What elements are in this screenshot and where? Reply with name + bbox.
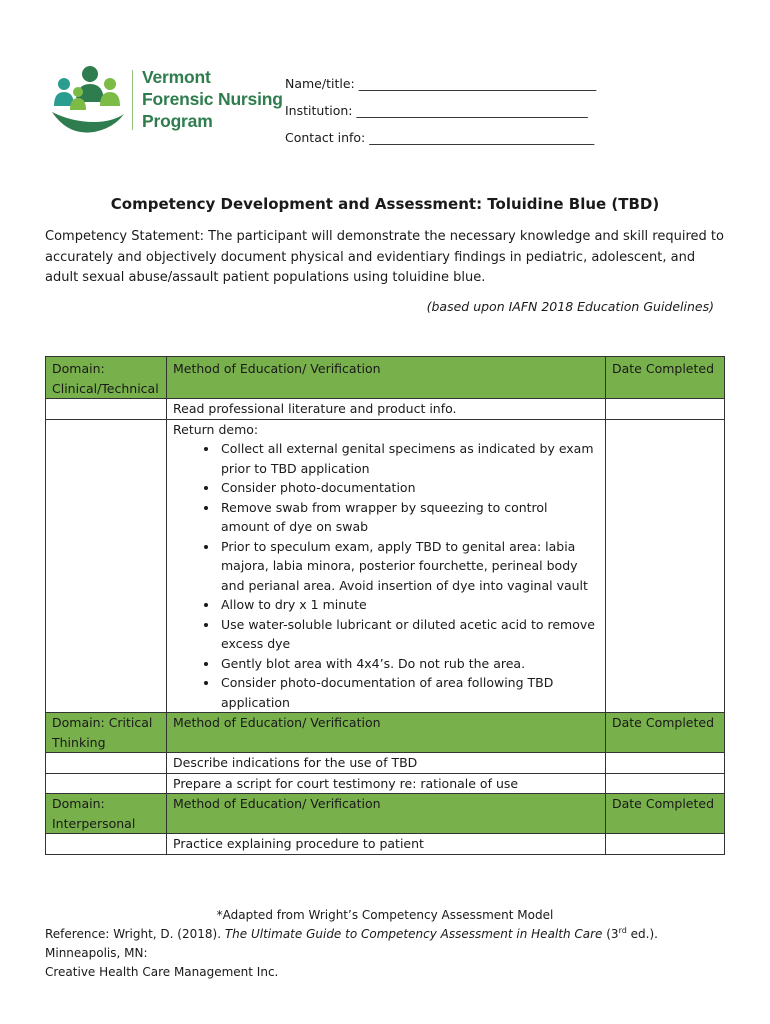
footer	[45, 906, 725, 982]
logo-figure-head	[73, 87, 83, 97]
list-item: • Prior to speculum exam, apply TBD to genital area: labia majora, labia minora, posterior fourchette, perineal body and perianal area. Avoid insertion of dye into vaginal vault	[219, 537, 599, 596]
logo-divider	[132, 70, 133, 130]
date-header: Date Completed	[606, 794, 725, 834]
empty-cell	[46, 834, 167, 855]
reference-edition-close: ed.). Minneapolis, MN:	[45, 927, 658, 960]
contact-fields	[285, 76, 596, 157]
reference-title: The Ultimate Guide to Competency Assessment in Health Care	[224, 927, 603, 941]
method-header: Method of Education/ Verification	[167, 357, 606, 399]
empty-cell	[46, 419, 167, 713]
empty-cell	[46, 753, 167, 774]
method-item: Read professional literature and product info.	[167, 399, 606, 420]
reference-edition-sup: rd	[618, 926, 627, 935]
list-item: • Gently blot area with 4x4’s. Do not rub the area.	[219, 654, 599, 674]
date-header: Date Completed	[606, 357, 725, 399]
domain-cell: Domain: Clinical/Technical	[46, 357, 167, 399]
institution-field[interactable]: Institution: _____________________________________	[285, 103, 588, 118]
logo-figure-head	[104, 78, 116, 90]
name-title-field[interactable]: Name/title: ______________________________________	[285, 76, 597, 91]
competency-table	[45, 356, 725, 855]
logo-line-2: Forensic Nursing	[142, 89, 283, 109]
method-item: Describe indications for the use of TBD	[167, 753, 606, 774]
return-demo-cell	[167, 419, 606, 713]
date-cell[interactable]	[606, 834, 725, 855]
list-item: • Use water-soluble lubricant or diluted acetic acid to remove excess dye	[219, 615, 599, 654]
reference	[45, 925, 725, 963]
method-header: Method of Education/ Verification	[167, 794, 606, 834]
table-row	[46, 834, 725, 855]
date-header: Date Completed	[606, 713, 725, 753]
method-item: Prepare a script for court testimony re: rationale of use	[167, 773, 606, 794]
adapted-note: *Adapted from Wright’s Competency Assessment Model	[216, 908, 554, 922]
section-header-row	[46, 794, 725, 834]
logo-text	[142, 66, 283, 132]
list-item: • Allow to dry x 1 minute	[219, 595, 599, 615]
domain-cell: Domain: Critical Thinking	[46, 713, 167, 753]
return-demo-label: Return demo:	[173, 421, 259, 437]
contact-info-field[interactable]: Contact info: ____________________________________	[285, 130, 595, 145]
logo-figure-head	[58, 78, 70, 90]
list-item: • Consider photo-documentation	[219, 478, 599, 498]
table-row	[46, 419, 725, 713]
reference-prefix: Reference: Wright, D. (2018).	[45, 927, 225, 941]
date-cell[interactable]	[606, 773, 725, 794]
logo-hand	[52, 112, 124, 133]
reference-edition-open: (3	[602, 927, 619, 941]
method-item: Practice explaining procedure to patient	[167, 834, 606, 855]
list-item: • Consider photo-documentation of area following TBD application	[219, 673, 599, 712]
page-title: Competency Development and Assessment: Toluidine Blue (TBD)	[110, 195, 660, 213]
return-demo-steps	[173, 439, 599, 712]
date-cell[interactable]	[606, 399, 725, 420]
empty-cell	[46, 773, 167, 794]
method-header: Method of Education/ Verification	[167, 713, 606, 753]
competency-statement: Competency Statement: The participant will demonstrate the necessary knowledge and skill required to accurately and objectively document physical and evidentiary findings in pediatric, adolescent, and adult sexual abuse/assault patient populations using toluidine blue.	[45, 229, 724, 285]
logo-line-1: Vermont	[142, 67, 211, 87]
section-header-row	[46, 357, 725, 399]
section-header-row	[46, 713, 725, 753]
reference-publisher: Creative Health Care Management Inc.	[45, 965, 279, 979]
table-row	[46, 399, 725, 420]
domain-cell: Domain: Interpersonal	[46, 794, 167, 834]
table-row	[46, 753, 725, 774]
date-cell[interactable]	[606, 753, 725, 774]
guidelines-note: (based upon IAFN 2018 Education Guidelines)	[426, 299, 714, 314]
date-cell[interactable]	[606, 419, 725, 713]
list-item: • Collect all external genital specimens as indicated by exam prior to TBD application	[219, 439, 599, 478]
logo-line-3: Program	[142, 111, 213, 131]
table-row	[46, 773, 725, 794]
empty-cell	[46, 399, 167, 420]
list-item: • Remove swab from wrapper by squeezing to control amount of dye on swab	[219, 498, 599, 537]
logo-figure-head	[82, 66, 98, 82]
